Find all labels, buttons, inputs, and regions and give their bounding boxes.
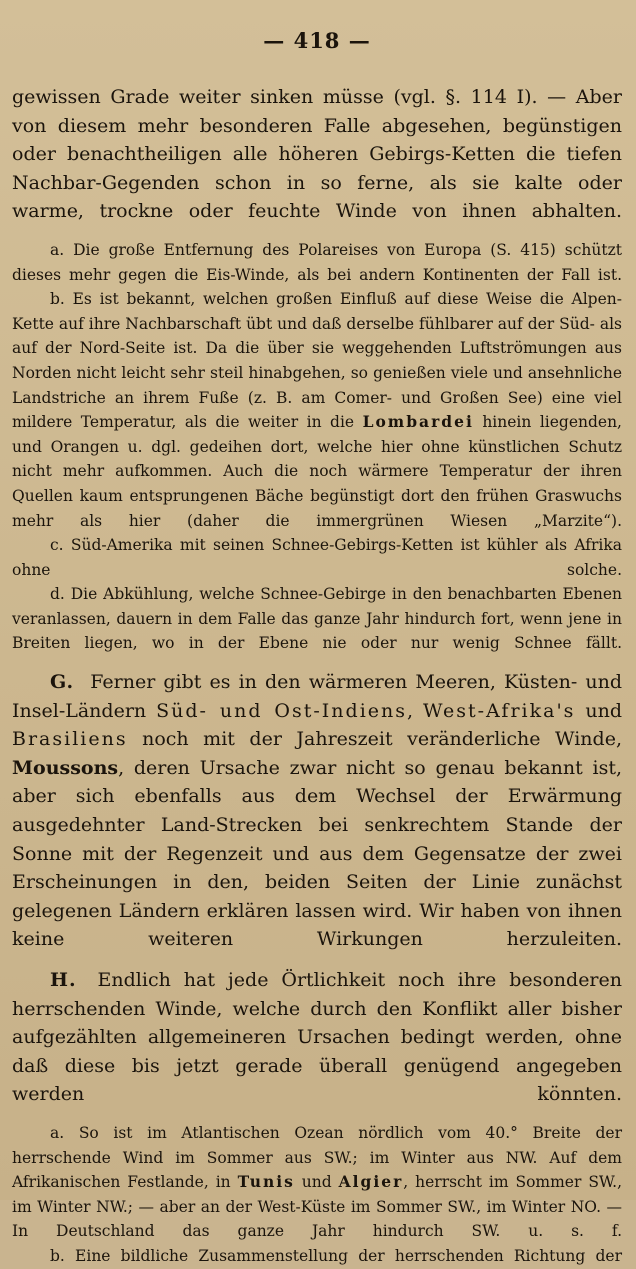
quote-marzite: „Marzite“ [534,511,612,530]
separator: und [301,1173,332,1192]
note-text: Eine bildliche Zusammenstellung der herrschenden Richtung der [75,1246,622,1265]
place-name: Tunis [237,1172,295,1192]
section-text: noch mit der Jahreszeit veränderliche Winde, [142,728,622,751]
note-label: d. [50,585,65,604]
note-text: ). [611,511,622,530]
note-label: a. [50,1123,65,1142]
section-letter: G. [50,671,75,694]
note-b-alps [12,287,622,533]
note-a-atlantic [12,1121,622,1244]
note-c-south-america [12,533,622,582]
section-h-local-winds [12,966,622,1109]
place-name: Algier [338,1172,404,1192]
note-label: b. [50,290,65,309]
note-text: Es ist bekannt, welchen großen Einfluß auf diese Weise die Alpen-Kette auf ihre Nachbarschaft übt und daß derselbe fühlbarer auf der Süd- als auf der Nord-Seite ist. Da die über sie weggehenden Luftströmungen aus Norden nicht leicht sehr steil hinabgehen, so genießen viele und ansehnliche Landstriche an ihrem Fuße (z. B. am Comer- und Großen See) eine viel mildere Temperatur, als die weiter in die [12,290,622,432]
note-label: c. [50,536,64,555]
note-text: Süd-Amerika mit seinen Schnee-Gebirgs-Ketten ist kühler als Afrika ohne solche. [12,536,622,579]
place-name: Brasiliens [12,728,128,751]
note-label: b. [50,1246,65,1265]
section-g-moussons [12,668,622,954]
note-d-cooling [12,582,622,656]
section-text: , deren Ursache zwar nicht so genau bekannt ist, aber sich ebenfalls aus dem Wechsel der Erwärmung ausgedehnter Land-Strecken bei senkrechtem Stande der Sonne mit der Regenzeit und aus dem Gegensatze der zwei Erscheinungen in den, beiden Seiten der Linie zunächst gelegenen Ländern erklären lassen wird. Wir haben von ihnen keine weiteren Wirkungen herzuleiten. [12,756,622,951]
section-text: Endlich hat jede Örtlichkeit noch ihre besonderen herrschenden Winde, welche durch den Konflikt aller bisher aufgezählten allgemeineren Ursachen bedingt werden, ohne daß diese bis jetzt gerade überall genügend angegeben werden könnten. [12,969,622,1106]
separator: , [407,699,414,722]
place-name: West-Afrika's [423,699,576,722]
page-number: — 418 — [263,28,371,53]
note-a-europe [12,238,622,287]
intro-paragraph [12,83,622,226]
intro-text: gewissen Grade weiter sinken müsse (vgl. §. 114 I). — Aber von diesem mehr besonderen Falle abgesehen, begünstigen oder benachtheiligen alle höheren Gebirgs-Ketten die tiefen Nachbar-Gegenden schon in so ferne, als sie kalte oder warme, trockne oder feuchte Winde von ihnen abhalten. [12,86,622,223]
section-text: Ferner gibt es in den wärmeren Meeren, Küsten- und Insel-Ländern [12,671,622,722]
note-label: a. [50,240,65,259]
section-letter: H. [50,969,77,991]
emphasis-lombardei: Lombardei [362,412,474,432]
note-text: Die Abkühlung, welche Schnee-Gebirge in den benachbarten Ebenen veranlassen, dauern in dem Falle das ganze Jahr hindurch fort, wenn jene in Breiten liegen, wo in der Ebene nie oder nur wenig Schnee fällt. [12,585,622,653]
term-moussons: Moussons [12,756,119,779]
note-text: , herrscht im Sommer SW., im Winter NW.; — aber an der West-Küste im Sommer SW., im Winter NO. — In Deutschland das ganze Jahr hindurch SW. u. s. f. [12,1173,623,1241]
note-text: Die große Entfernung des Polareises von Europa (S. 415) schützt dieses mehr gegen die Eis-Winde, als bei andern Kontinenten der Fall ist. [12,240,622,284]
separator: und [585,699,623,722]
place-name: Süd- und Ost-Indiens [156,699,408,722]
note-text: So ist im Atlantischen Ozean nördlich vom 40.° Breite der herrschende Wind im Sommer aus SW.; im Winter aus NW. Auf dem Afrikanischen Festlande, in [12,1123,622,1192]
note-text: hinein liegenden, und Orangen u. dgl. gedeihen dort, welche hier ohne künstlichen Schutz nicht mehr aufkommen. Auch die noch wärmere Temperatur der ihren Quellen kaum entsprungenen Bäche begünstigt dort den frühen Graswuchs mehr als hier (daher die immergrünen Wiesen [12,413,622,530]
note-b-figure [12,1244,622,1269]
